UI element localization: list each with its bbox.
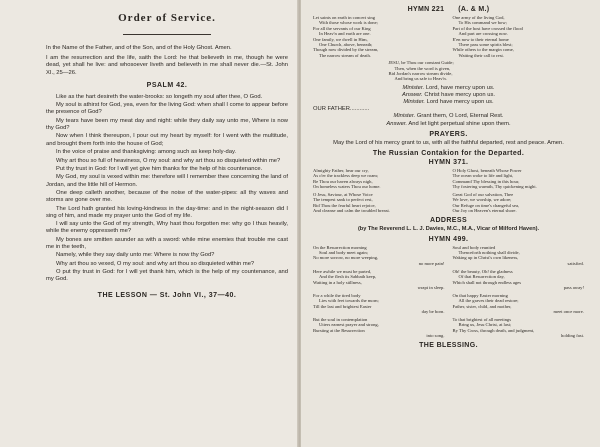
- hymn-line: One army of the living God,: [452, 15, 505, 20]
- hymn-line: Here awhile we must be parted,: [313, 268, 372, 274]
- psalm-verse: My soul is athirst for God, yea, even for the living God: when shall I come to appear before the presence of God?: [46, 102, 288, 116]
- hymn-line: One Church, above, beneath;: [319, 42, 373, 48]
- hymn-line: Thy fostering warmth, Thy quickening might.: [452, 184, 537, 190]
- hymn-line: into song.: [426, 333, 445, 339]
- hymn-line: Be Thou our haven always nigh,: [313, 178, 373, 184]
- hymn-line: There pass some spirits blest;: [458, 42, 513, 48]
- hymn-line: The tempest sank to perfect rest,: [313, 197, 373, 203]
- response: Answer. And let light perpetual shine upon them.: [386, 120, 511, 127]
- hymn-line: Let saints on earth in concert sing: [313, 15, 375, 20]
- hymn-221-text: [313, 15, 584, 58]
- psalm-verse: My bones are smitten asunder as with a sword: while mine enemies that trouble me cast me in the teeth,: [46, 236, 288, 250]
- hymn-line: With those whose work is done;: [319, 20, 378, 26]
- hymn-line: Command Thy blessing in this hour,: [452, 178, 520, 184]
- hymn-line: E'en now to their eternal home: [452, 36, 509, 42]
- hymn-line: And cleanse and calm the troubled breast.: [313, 208, 390, 214]
- hymn-number: HYMN 221: [407, 6, 445, 13]
- hymn-line: For all the servants of our King: [313, 25, 371, 31]
- hymn-line: Almighty Father, hear our cry,: [313, 167, 369, 173]
- psalm-verse: O put thy trust in God: for I will yet thank him, which is the help of my countenance, and my God.: [46, 269, 288, 283]
- hymn-line: As o'er the trackless deep we roam;: [313, 173, 379, 179]
- hymn-371-text: [313, 168, 584, 214]
- psalm-verse: Put thy trust in God: for I will yet give him thanks for the help of his countenance.: [56, 166, 263, 172]
- hymn-line: The narrow stream of death.: [319, 52, 371, 58]
- hymn-line: But the soul in contemplation: [313, 317, 368, 323]
- versicle: Minister. Lord have mercy upon us.: [403, 99, 494, 106]
- hymn-371-heading: HYMN 371.: [428, 158, 469, 166]
- hymn-line: On homeless waters Thou our home.: [313, 184, 381, 190]
- versicle: Answer. Christ have mercy upon us.: [402, 92, 495, 99]
- hymn-221-heading: [313, 6, 584, 13]
- psalm-verse: Like as the hart desireth the water-brooks: so longeth my soul after thee, O God.: [56, 93, 263, 100]
- hymn-line: No more sorrow, no more weeping,: [313, 255, 379, 261]
- psalm-verse: I will say unto the God of my strength, Why hast thou forgotten me: why go I thus heavily, while the enemy oppresseth me?: [46, 221, 288, 235]
- hymn-line: By Thy Cross, through death, and judgment,: [452, 327, 535, 333]
- versicle: Minister. Lord, have mercy upon us.: [402, 84, 495, 91]
- psalm-heading: PSALM 42.: [146, 81, 188, 89]
- our-father: OUR FATHER............: [313, 106, 370, 113]
- prayers-heading: PRAYERS.: [429, 130, 468, 138]
- hymn-line: pass away!: [563, 284, 584, 290]
- psalm-verse: One deep calleth another, because of the noise of the water-pipes: all thy waves and storms are gone over me.: [46, 190, 288, 204]
- hymn-line: no more pain!: [418, 260, 445, 266]
- hymn-line: Waiting their call to rest.: [458, 52, 504, 58]
- hymn-column: [453, 245, 585, 339]
- response: Minister. Grant them, O Lord, Eternal Rest.: [393, 113, 504, 120]
- hymn-line: We love, we worship, we adore;: [452, 197, 512, 203]
- hymn-line: Lies with feet towards the morn;: [319, 298, 379, 304]
- hymn-line: O Holy Ghost, beneath Whose Power: [452, 167, 522, 173]
- hymn-column: [313, 245, 445, 339]
- hymn-line: In Heav'n and earth are one.: [319, 31, 371, 37]
- hymn-line: JESU, be Thou our constant Guide;: [388, 60, 454, 66]
- hymn-line: Bring us, Jesu Christ, at last;: [458, 322, 512, 328]
- hymn-line: Then, when the word is given,: [394, 65, 451, 71]
- hymn-column: [453, 168, 585, 214]
- hymn-line: Part of the host have crossed the flood: [452, 25, 523, 31]
- hymn-line: Oh! the beauty, Oh! the gladness: [452, 268, 513, 274]
- kyrie-versicles: [313, 85, 584, 107]
- hymn-line: Soul and body meet again;: [319, 250, 368, 256]
- hymn-line: Till the last and brightest Easter: [313, 303, 372, 309]
- hymn-column: [313, 15, 445, 58]
- hymn-line: To that brightest of all meetings: [452, 317, 511, 323]
- hymn-line: On the Resurrection morning: [313, 244, 367, 250]
- psalm-verse: Now when I think thereupon, I pour out my heart by myself: for I went with the multitude, and brought them forth into the house of God;: [46, 133, 288, 147]
- hymn-line: Waiting in a holy stillness,: [313, 279, 362, 285]
- hymn-line: The ocean woke to life and light,: [452, 173, 514, 179]
- title-divider: [123, 34, 211, 35]
- psalm-verse: Why art thou so vexed, O my soul: and why art thou so disquieted within me?: [56, 260, 255, 267]
- hymn-line: Bursting at the Resurrection: [313, 327, 365, 333]
- hymn-line: Waking up in Christ's own likeness,: [452, 255, 519, 261]
- hymn-line: On that happy Easter morning: [452, 292, 508, 298]
- hymn-line: Father, sister, child, and mother,: [452, 303, 512, 309]
- responses: [313, 113, 584, 127]
- hymn-line: Though now divided by the stream,: [313, 47, 379, 53]
- hymn-line: Our Refuge on time's changeful sea,: [452, 202, 520, 208]
- hymn-column: [313, 168, 445, 214]
- psalm-verse: The Lord hath granted his loving-kindness in the day-time: and in the night-season did I sing of him, and made my prayer unto the God of my life.: [46, 205, 288, 219]
- hymn-line: And part are crossing now.: [458, 31, 508, 37]
- hymn-line: Bid Thou the fearful heart rejoice,: [313, 202, 376, 208]
- hymn-line: For a while the tired body: [313, 292, 361, 298]
- hymn-499-text: [313, 245, 584, 339]
- hymn-line: Our Joy on Heaven's eternal shore.: [452, 208, 517, 214]
- address-preacher: (by The Reverend L. L. J. Davies, M.C., M.A., Vicar of Milford Haven).: [357, 225, 540, 232]
- opening-sentence: I am the resurrection and the life, saith the Lord: he that believeth in me, though he were dead, yet shall he live: and whosoever liveth and believeth in me shall never die.—St. John XI., 25—26.: [46, 55, 288, 76]
- hymn-line: While others to the margin come,: [452, 47, 514, 53]
- psalm-verse: My God, my soul is vexed within me: therefore will I remember thee concerning the land of Jordan, and the little hill of Hermon.: [46, 174, 288, 188]
- hymn-line: One family, we dwell in Him,: [313, 36, 368, 42]
- psalm-verse: In the voice of praise and thanksgiving: among such as keep holy-day.: [56, 149, 237, 156]
- hymn-book-ref: (A. & M.): [458, 6, 490, 13]
- hymn-line: Thenceforth nothing shall divide,: [458, 250, 520, 256]
- hymn-line: Soul and body reunited: [452, 244, 496, 250]
- hymn-line: satisfied.: [567, 260, 584, 266]
- lesson-heading: THE LESSON — St. John VI., 37—40.: [97, 291, 237, 299]
- psalm-verse: My tears have been my meat day and night: while they daily say unto me, Where is now thy God?: [46, 117, 288, 131]
- address-heading: ADDRESS: [429, 216, 468, 224]
- hymn-line: And the flesh its Sabbath keep,: [319, 274, 377, 280]
- psalm-verse: Namely, while they say daily unto me: Where is now thy God?: [56, 252, 215, 259]
- hymn-line: Bid Jordan's narrow stream divide,: [388, 71, 453, 77]
- hymn-line: Of that Resurrection day,: [458, 274, 505, 280]
- psalm-verses: [46, 94, 288, 284]
- blessing-heading: THE BLESSING.: [419, 341, 478, 349]
- hymn-499-heading: HYMN 499.: [428, 235, 469, 243]
- hymn-line: All the graves their dead restore;: [458, 298, 519, 304]
- hymn-line: And bring us safe to Heav'n.: [394, 76, 447, 82]
- hymn-line: Utters earnest prayer and strong,: [319, 322, 379, 328]
- hymn-line: meet once more.: [553, 309, 584, 315]
- hymn-line: wrapt in sleep.: [417, 284, 445, 290]
- psalm-verse: Why art thou so full of heaviness, O my soul: and why art thou so disquieted within me?: [56, 157, 281, 164]
- hymn-line: O Jesu, Saviour, at Whose Voice: [313, 192, 373, 198]
- page-title: Order of Service.: [118, 12, 216, 24]
- hymn-221-final-verse: [389, 60, 509, 82]
- hymn-line: Which shall not through endless ages: [452, 279, 522, 285]
- hymn-line: holding fast.: [561, 333, 584, 339]
- prayers-text: May the Lord of his mercy grant to us, with all the faithful departed, rest and peace. Amen.: [333, 139, 564, 146]
- invocation: In the Name of the Father, and of the Son, and of the Holy Ghost. Amen.: [46, 45, 232, 51]
- hymn-line: Great God of our salvation, Thee: [452, 192, 514, 198]
- right-page: [301, 0, 600, 447]
- kontakion-heading: The Russian Contakion for the Departed.: [372, 149, 525, 157]
- left-page: [0, 0, 298, 447]
- hymn-line: To His command we bow;: [458, 20, 507, 26]
- hymn-column: [453, 15, 585, 58]
- hymn-line: day be born.: [421, 309, 445, 315]
